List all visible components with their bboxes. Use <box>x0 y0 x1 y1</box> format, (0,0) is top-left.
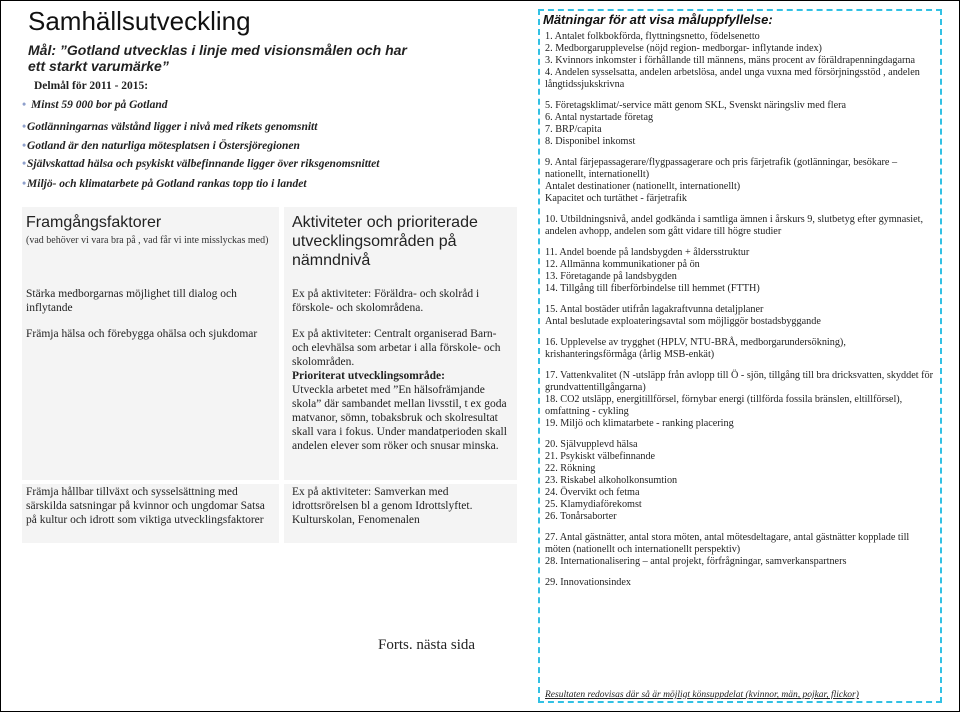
goal-item: •Gotlänningarnas välstånd ligger i nivå med rikets genomsnitt <box>22 121 318 133</box>
measure-item: 1. Antalet folkbokförda, flyttningsnetto, födelsenetto <box>545 31 760 42</box>
measure-item: 8. Disponibel inkomst <box>545 136 636 147</box>
bullet-icon: • <box>22 158 27 170</box>
measure-item: 6. Antal nystartade företag <box>545 112 654 123</box>
col2-header: Aktiviteter och prioriterade utvecklingsområden på nämndnivå <box>292 214 478 269</box>
measure-item: 5. Företagsklimat/-service mätt genom SKL, Svenskt näringsliv med flera <box>545 100 847 111</box>
measure-item: Antal beslutade exploateringsavtal som möjliggör bostadsbyggande <box>545 316 821 327</box>
factor-cell: Stärka medborgarnas möjlighet till dialog och inflytande <box>26 288 237 314</box>
goal-statement: Mål: ”Gotland utvecklas i linje med visionsmålen och har ett starkt varumärke” <box>28 42 407 74</box>
row-divider <box>22 480 517 484</box>
activity-cell: Ex på aktiviteter: Samverkan med idrottsrörelsen bl a genom Idrottslyftet. Kulturskolan, Fenomenalen <box>292 486 473 526</box>
activity-text: Ex på aktiviteter: Centralt organiserad Barn- och elevhälsa som arbetar i alla förskole- och skolområden. <box>292 328 501 368</box>
page-title: Samhällsutveckling <box>28 6 251 36</box>
goal-item: •Självskattad hälsa och psykiskt välbefinnande ligger över riksgenomsnittet <box>22 158 380 170</box>
measure-item: 12. Allmänna kommunikationer på ön <box>545 259 700 270</box>
measure-item: 27. Antal gästnätter, antal stora möten, antal mötesdeltagare, antal gästnätter kopplade till möten (nationellt och internationellt perspektiv) <box>545 532 910 555</box>
priority-text: Utveckla arbetet med ”En hälsofrämjande skola” där sambandet mellan livsstil, t ex goda matvanor, sömn, tobaksbruk och skolresultat skall vara i fokus. Under mandatperioden skall andelen elever som röker och snusar minska. <box>292 384 507 452</box>
measure-item: 20. Självupplevd hälsa <box>545 439 638 450</box>
goal-item: •Miljö- och klimatarbete på Gotland rankas topp tio i landet <box>22 178 307 190</box>
measure-item: 19. Miljö och klimatarbete - ranking placering <box>545 418 734 429</box>
measure-item: 26. Tonårsaborter <box>545 511 617 522</box>
measure-item: 13. Företagande på landsbygden <box>545 271 677 282</box>
measure-item: 15. Antal bostäder utifrån lagakraftvunna detaljplaner <box>545 304 764 315</box>
priority-heading: Prioriterat utvecklingsområde: <box>292 370 445 382</box>
measure-item: Kapacitet och turtäthet - färjetrafik <box>545 193 687 204</box>
col1-header: Framgångsfaktorer <box>26 214 162 231</box>
continued-note: Forts. nästa sida <box>378 637 476 653</box>
measure-item: 14. Tillgång till fiberförbindelse till hemmet (FTTH) <box>545 283 760 294</box>
measure-item: 25. Klamydiaförekomst <box>545 499 642 510</box>
measure-item: 17. Vattenkvalitet (N -utsläpp från avlopp till Ö - sjön, tillgång till bra dricksvatten, skyddet för grundvattentillgångarna) <box>545 370 933 393</box>
measure-item: 4. Andelen sysselsatta, andelen arbetslösa, andel unga vuxna med försörjningsstöd , andelen långtidssjukskrivna <box>545 67 920 90</box>
measure-item: 28. Internationalisering – antal projekt, förfrågningar, samverkanspartners <box>545 556 847 567</box>
factor-cell: Främja hållbar tillväxt och sysselsättning med särskilda satsningar på kvinnor och ungdomar Satsa på kultur och idrott som viktiga utvecklingsfaktorer <box>26 486 265 526</box>
footnote: Resultaten redovisas där så är möjligt könsuppdelat (kvinnor, män, pojkar, flickor) <box>545 690 859 700</box>
goal-item: • Minst 59 000 bor på Gotland <box>22 99 168 111</box>
measure-item: Antalet destinationer (nationellt, internationellt) <box>545 181 741 192</box>
measure-item: 10. Utbildningsnivå, andel godkända i samtliga ämnen i årskurs 9, slutbetyg efter gymnasiet, andelen avhopp, andelen som gått vidare till högre studier <box>545 214 923 237</box>
goal-subheading: Delmål för 2011 - 2015: <box>34 80 149 92</box>
measure-item: 7. BRP/capita <box>545 124 602 135</box>
activity-cell: Ex på aktiviteter: Föräldra- och skolråd i förskole- och skolområdena. <box>292 288 480 314</box>
measures-title: Mätningar för att visa måluppfyllelse: <box>543 12 773 27</box>
measure-item: 2. Medborgarupplevelse (nöjd region- medborgar- inflytande index) <box>545 43 822 54</box>
measure-item: 9. Antal färjepassagerare/flygpassagerare och pris färjetrafik (gotlänningar, besökare – nationellt, internationellt) <box>545 157 898 180</box>
col1-note: (vad behöver vi vara bra på , vad får vi inte misslyckas med) <box>26 235 269 246</box>
column-divider <box>279 207 284 543</box>
bullet-icon: • <box>22 121 27 133</box>
bullet-icon: • <box>22 178 27 190</box>
measure-item: 16. Upplevelse av trygghet (HPLV, NTU-BRÅ, medborgarundersökning), krishanteringsförmåga (årlig MSB-enkät) <box>545 337 846 360</box>
measure-item: 29. Innovationsindex <box>545 577 632 588</box>
goal-item: •Gotland är den naturliga mötesplatsen i Östersjöregionen <box>22 140 300 152</box>
measure-item: 11. Andel boende på landsbygden + åldersstruktur <box>545 247 750 258</box>
measures-list <box>545 31 935 589</box>
activity-cell <box>292 327 510 453</box>
measure-item: 21. Psykiskt välbefinnande <box>545 451 656 462</box>
measure-item: 22. Rökning <box>545 463 596 474</box>
bullet-icon: • <box>22 99 27 111</box>
measure-item: 3. Kvinnors inkomster i förhållande till männens, mäns procent av föräldrapenningdagarna <box>545 55 916 66</box>
bullet-icon: • <box>22 140 27 152</box>
measure-item: 23. Riskabel alkoholkonsumtion <box>545 475 678 486</box>
factors-table <box>22 207 517 543</box>
measure-item: 18. CO2 utsläpp, energitillförsel, förnybar energi (tillförda fossila bränslen, eltillförsel), omfattning - cykling <box>545 394 903 417</box>
factor-cell: Främja hälsa och förebygga ohälsa och sjukdomar <box>26 328 258 340</box>
measure-item: 24. Övervikt och fetma <box>545 487 640 498</box>
